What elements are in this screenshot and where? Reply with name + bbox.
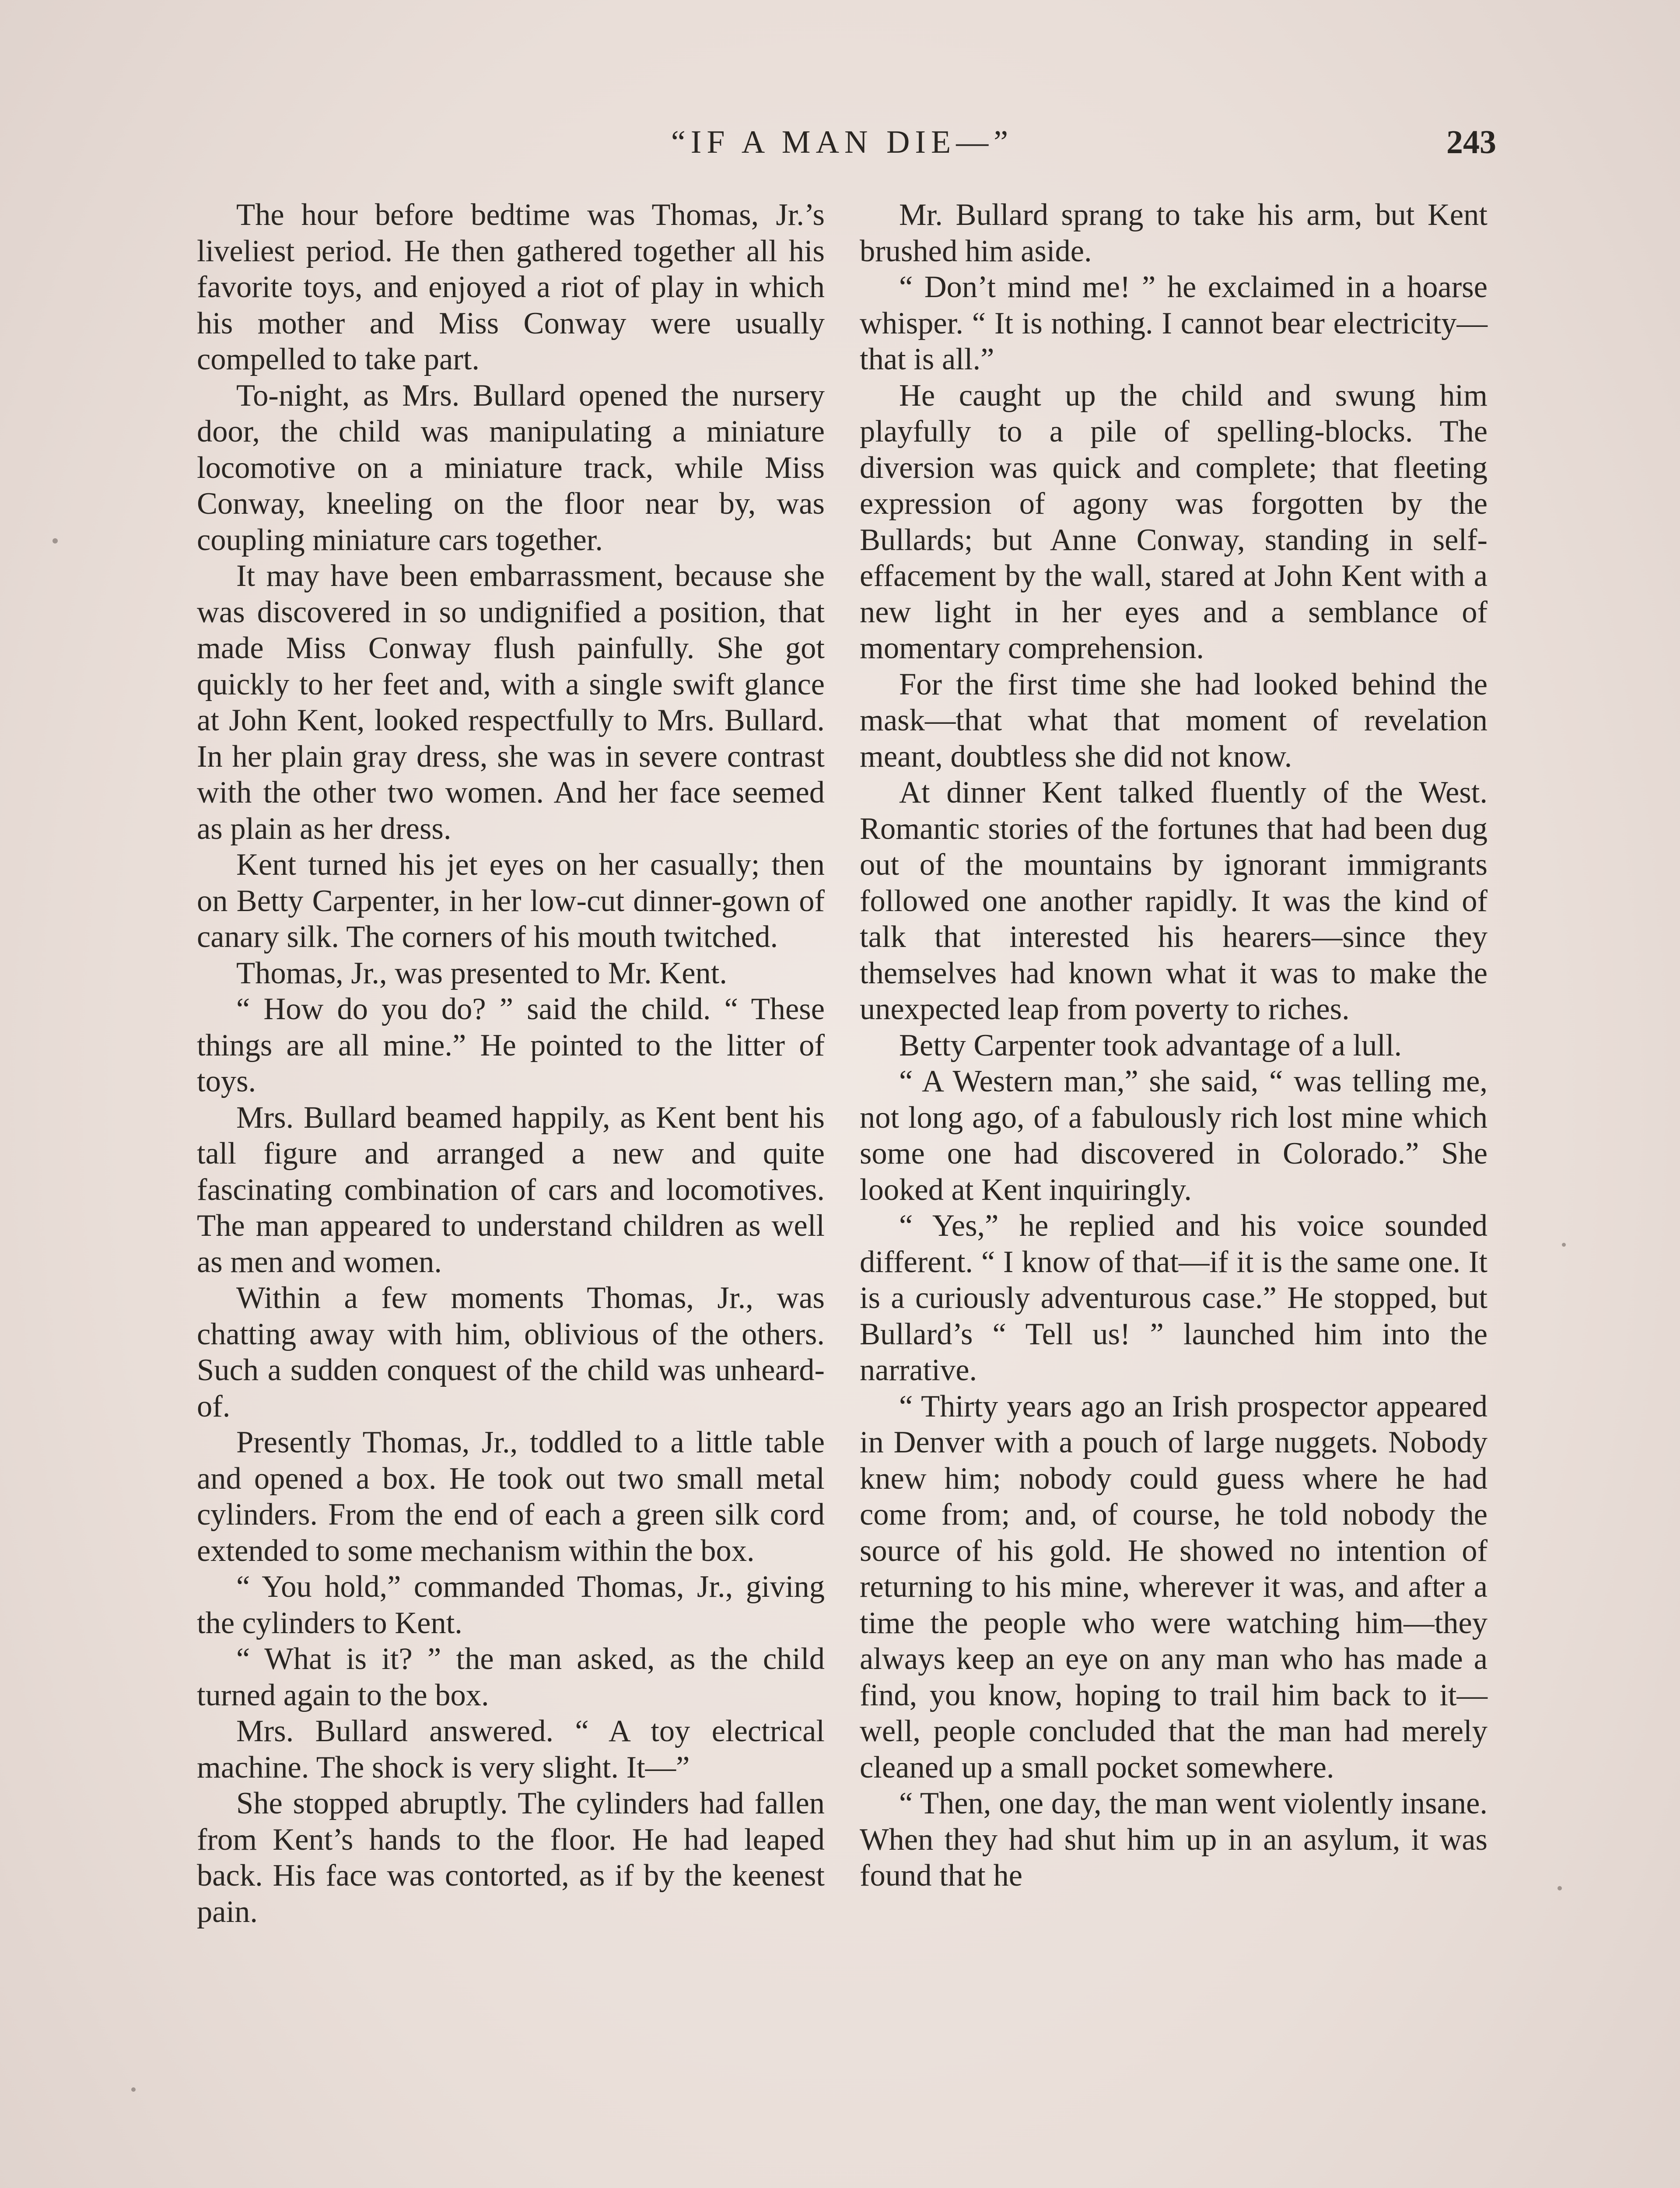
paragraph: Mr. Bullard sprang to take his arm, but Kent brushed him aside. bbox=[860, 198, 1488, 268]
page-header bbox=[188, 118, 1496, 166]
paragraph: Mrs. Bullard answered. “ A toy electrical machine. The shock is very slight. It—” bbox=[197, 1714, 825, 1785]
right-column bbox=[860, 197, 1488, 1894]
paragraph: Thomas, Jr., was presented to Mr. Kent. bbox=[236, 956, 727, 990]
paragraph: She stopped abruptly. The cylinders had fallen from Kent’s hands to the floor. He had leaped back. His face was contorted, as if by the keenest pain. bbox=[197, 1786, 825, 1929]
paragraph: Kent turned his jet eyes on her casually; then on Betty Carpenter, in her low-cut dinner-gown of canary silk. The corners of his mouth twitched. bbox=[197, 848, 825, 954]
paragraph: Mrs. Bullard beamed happily, as Kent bent his tall figure and arranged a new and quite fascinating combination of cars and locomotives. The man appeared to understand children as well as men and women. bbox=[197, 1100, 825, 1279]
paragraph: “ Then, one day, the man went violently insane. When they had shut him up in an asylum, it was found that he bbox=[860, 1786, 1488, 1893]
running-title: “IF A MAN DIE—” bbox=[671, 124, 1014, 160]
left-column bbox=[197, 197, 825, 1930]
paper-speck bbox=[131, 2087, 136, 2092]
page-number: 243 bbox=[1446, 124, 1496, 161]
paragraph: Presently Thomas, Jr., toddled to a little table and opened a box. He took out two small metal cylinders. From the end of each a green silk cord extended to some mechanism within the box. bbox=[197, 1425, 825, 1568]
paragraph: At dinner Kent talked fluently of the West. Romantic stories of the fortunes that had been dug out of the mountains by ignorant immigrants followed one another rapidly. It was the kind of talk that interested his hearers—since they themselves had known what it was to make the unexpected leap from poverty to riches. bbox=[860, 775, 1488, 1026]
paragraph: “ You hold,” commanded Thomas, Jr., giving the cylinders to Kent. bbox=[197, 1570, 825, 1640]
paragraph: He caught up the child and swung him playfully to a pile of spelling-blocks. The diversion was quick and complete; that fleeting expression of agony was forgotten by the Bullards; but Anne Conway, standing in self-effacement by the wall, stared at John Kent with a new light in her eyes and a semblance of momentary comprehension. bbox=[860, 378, 1488, 665]
paper-speck bbox=[1558, 1886, 1562, 1890]
paragraph: “ Yes,” he replied and his voice sounded different. “ I know of that—if it is the same one. It is a curiously adventurous case.” He stopped, but Bullard’s “ Tell us! ” launched him into the narrative. bbox=[860, 1209, 1488, 1387]
paragraph: Betty Carpenter took advantage of a lull. bbox=[899, 1028, 1402, 1062]
paragraph: For the first time she had looked behind the mask—that what that moment of revelation meant, doubtless she did not know. bbox=[860, 667, 1488, 774]
paper-speck bbox=[1562, 1243, 1566, 1247]
paragraph: “ Don’t mind me! ” he exclaimed in a hoarse whisper. “ It is nothing. I cannot bear electricity—that is all.” bbox=[860, 270, 1488, 376]
paragraph: “ How do you do? ” said the child. “ These things are all mine.” He pointed to the litter of toys. bbox=[197, 992, 825, 1098]
paragraph: It may have been embarrassment, because she was discovered in so undignified a position, that made Miss Conway flush painfully. She got quickly to her feet and, with a single swift glance at John Kent, looked respectfully to Mrs. Bullard. In her plain gray dress, she was in severe contrast with the other two women. And her face seemed as plain as her dress. bbox=[197, 559, 825, 846]
paragraph: “ Thirty years ago an Irish prospector appeared in Denver with a pouch of large nuggets. Nobody knew him; nobody could guess where he had come from; and, of course, he told nobody the source of his gold. He showed no intention of returning to his mine, wherever it was, and after a time the people who were watching him—they always keep an eye on any man who has made a find, you know, hoping to trail him back to it—well, people concluded that the man had merely cleaned up a small pocket somewhere. bbox=[860, 1389, 1488, 1785]
paragraph: “ A Western man,” she said, “ was telling me, not long ago, of a fabulously rich lost mine which some one had discovered in Colorado.” She looked at Kent inquiringly. bbox=[860, 1064, 1488, 1207]
paragraph: Within a few moments Thomas, Jr., was chatting away with him, oblivious of the others. Such a sudden conquest of the child was unheard-of. bbox=[197, 1281, 825, 1424]
paragraph: “ What is it? ” the man asked, as the child turned again to the box. bbox=[197, 1642, 825, 1712]
paper-speck bbox=[52, 538, 58, 543]
paragraph: The hour before bedtime was Thomas, Jr.’s liveliest period. He then gathered together all his favorite toys, and enjoyed a riot of play in which his mother and Miss Conway were usually compelled to take part. bbox=[197, 198, 825, 376]
paragraph: To-night, as Mrs. Bullard opened the nursery door, the child was manipulating a miniature locomotive on a miniature track, while Miss Conway, kneeling on the floor near by, was coupling miniature cars together. bbox=[197, 378, 825, 557]
